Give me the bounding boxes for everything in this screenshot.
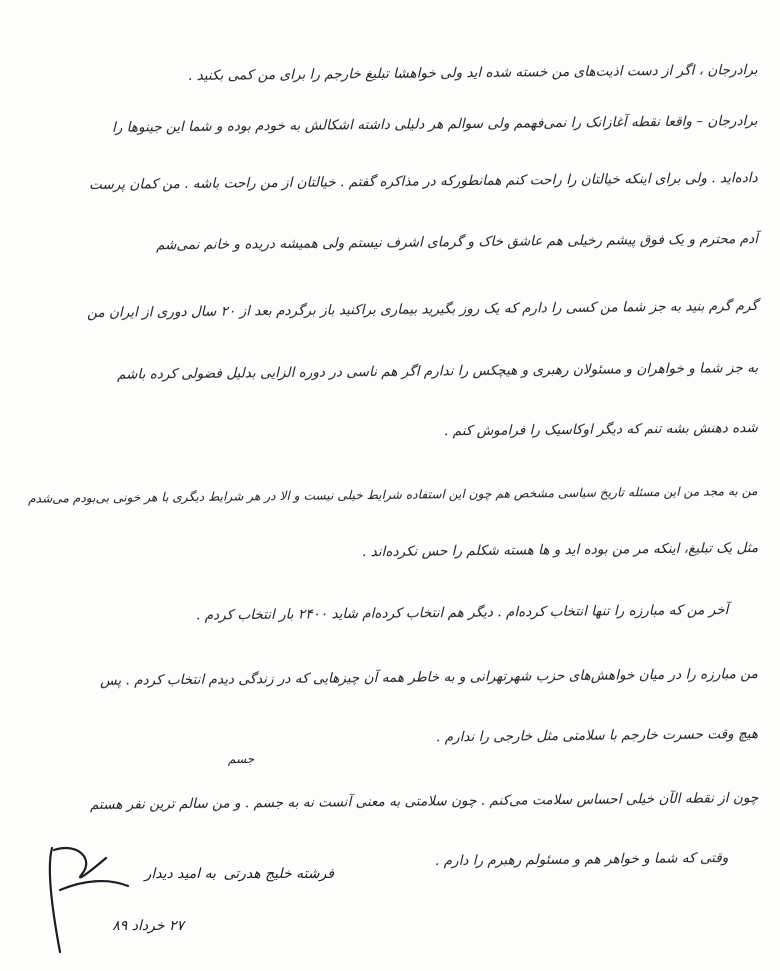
signer-name: فرشته خلیج هدرتی [223, 866, 334, 882]
letter-line-3: داده‌اید . ولی برای اینکه خیالتان را راحت کنم همانطورکه در مذاکره گفتم . خیالتان از من راحت باشه . من کمان پرست [89, 170, 759, 194]
letter-line-5: گرم گرم بنید به جز شما من کسی را دارم که یک روز بگیرید بیماری براکنید باز برگردم بعد از ۲۰ سال دوری از ایران من [87, 298, 759, 322]
letter-line-11: من مبارزه را در میان خواهش‌های حزب شهرتهرانی و به خاطر همه آن چیزهایی که در زندگی دیدم انتخاب کردم . پس [100, 666, 759, 689]
signature-block [14, 830, 334, 960]
signature-mark-icon [24, 830, 134, 960]
letter-line-12: هیچ وقت حسرت خارجم با سلامتی مثل خارجی را ندارم . [435, 726, 759, 746]
letter-line-8: من به مجد من این مسئله تاریخ سیاسی مشخص هم چون این استفاده شرایط خیلی نیست و الا در هر شرایط دیگری با هر خونی بی‌بودم می‌شدم [28, 484, 759, 506]
letter-line-7: شده دهنش بشه تنم که دیگر اوکاسیک را فراموش کنم . [444, 420, 759, 440]
closing-greeting: به امید دیدار [144, 866, 216, 882]
letter-line-6: به جز شما و خواهران و مسئولان رهبری و هیچکس را ندارم اگر هم ناسی در دوره الزایی بدلیل فضولی کرده باشم [116, 360, 759, 383]
letter-line-13: چون از نقطه الآن خیلی احساس سلامت می‌کنم . چون سلامتی به معنی آنست نه به جسم . و من سالم ترین نفر هستم [89, 790, 759, 813]
letter-line-10: آخر من که مبارزه را تنها انتخاب کرده‌ام . دیگر هم انتخاب کرده‌ام شاید ۲۴۰۰ بار انتخاب کردم . [195, 602, 729, 624]
letter-line-4: آدم محترم و یک فوق پیشم رخیلی هم عاشق خاک و گرمای اشرف نیستم ولی همیشه دریده و خانم نمی‌شم [155, 231, 759, 254]
handwritten-correction: جسم [228, 752, 255, 766]
letter-line-1: برادرجان ، اگر از دست اذیت‌های من خسته شده اید ولی خواهشا تبلیغ خارجم را برای من کمی بکنید . [188, 62, 759, 84]
letter-line-14: وقتی که شما و خواهر هم و مسئولم رهبرم را دارم . [434, 850, 729, 870]
letter-date: ۲۷ خرداد ۸۹ [112, 918, 184, 934]
letter-line-9: مثل یک تبلیغ، اینکه مر من بوده اید و ها هسته شکلم را حس نکرده‌اند . [361, 540, 759, 561]
letter-line-2: برادرجان – واقعا نقطه آغازانک را نمی‌فهمم ولی سوالم هر دلیلی داشته اشکالش به خودم بوده و شما این جینو‌ها را [112, 113, 759, 136]
